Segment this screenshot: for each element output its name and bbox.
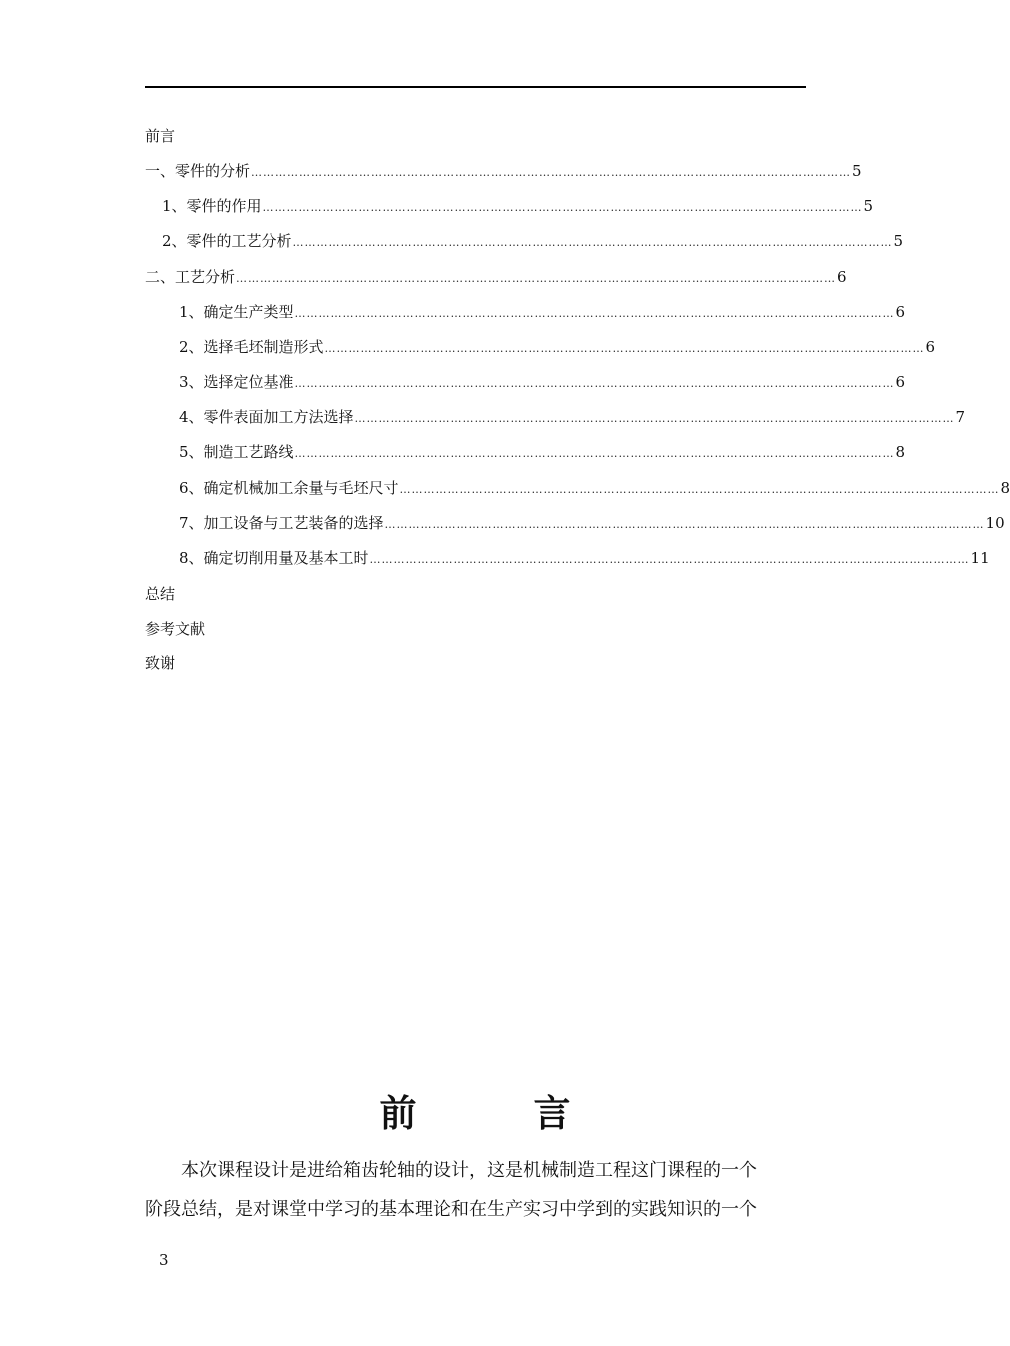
toc-entry-page: 8 <box>895 443 906 461</box>
toc-leader-dots: …………………………………………………………………………………………………………………………………… <box>369 553 970 566</box>
toc-entry[interactable] <box>179 301 906 323</box>
toc-entry-label: 6、确定机械加工余量与毛坯尺寸 <box>179 479 399 497</box>
preface-paragraph-line: 本次课程设计是进给箱齿轮轴的设计，这是机械制造工程这门课程的一个 <box>145 1160 757 1181</box>
toc-preface[interactable]: 前言 <box>145 127 176 145</box>
toc-leader-dots: …………………………………………………………………………………………………………………………………… <box>324 342 925 355</box>
toc-entry[interactable] <box>162 230 904 252</box>
preface-paragraph-line: 阶段总结，是对课堂中学习的基本理论和在生产实习中学到的实践知识的一个 <box>145 1199 757 1220</box>
toc-leader-dots: …………………………………………………………………………………………………………………………………… <box>251 166 852 179</box>
toc-entry-label: 1、确定生产类型 <box>179 303 294 321</box>
toc-leader-dots: …………………………………………………………………………………………………………………………………… <box>262 201 863 214</box>
toc-entry-page: 7 <box>955 408 966 426</box>
toc-leader-dots: …………………………………………………………………………………………………………………………………… <box>399 483 1000 496</box>
toc-entry-page: 8 <box>1000 479 1010 497</box>
toc-entry-page: 6 <box>895 373 906 391</box>
toc-entry-page: 10 <box>985 514 1005 532</box>
toc-leader-dots: …………………………………………………………………………………………………………………………………… <box>236 272 837 285</box>
toc-entry[interactable] <box>179 512 1005 534</box>
toc-leader-dots: …………………………………………………………………………………………………………………………………… <box>294 307 895 320</box>
toc-entry[interactable] <box>179 441 906 463</box>
toc-entry-page: 6 <box>925 338 936 356</box>
toc-entry-page: 11 <box>970 549 990 567</box>
toc-entry-label: 4、零件表面加工方法选择 <box>179 408 354 426</box>
toc-entry-label: 1、零件的作用 <box>162 197 262 215</box>
preface-heading: 前 言 <box>379 1091 611 1135</box>
toc-entry-page: 6 <box>895 303 906 321</box>
toc-entry-page: 5 <box>852 162 862 180</box>
toc-entry[interactable] <box>162 195 874 217</box>
toc-entry-page: 6 <box>837 268 847 286</box>
toc-entry[interactable] <box>179 547 990 569</box>
toc-entry[interactable] <box>145 266 847 288</box>
toc-entry[interactable] <box>179 371 906 393</box>
toc-entry[interactable] <box>179 406 966 428</box>
toc-entry-label: 7、加工设备与工艺装备的选择 <box>179 514 384 532</box>
toc-leader-dots: …………………………………………………………………………………………………………………………………… <box>354 412 955 425</box>
toc-entry-label: 3、选择定位基准 <box>179 373 294 391</box>
toc-references[interactable]: 参考文献 <box>145 620 206 638</box>
toc-leader-dots: …………………………………………………………………………………………………………………………………… <box>294 377 895 390</box>
toc-leader-dots: …………………………………………………………………………………………………………………………………… <box>384 518 985 531</box>
toc-entry-label: 2、零件的工艺分析 <box>162 232 292 250</box>
toc-entry-label: 8、确定切削用量及基本工时 <box>179 549 369 567</box>
toc-entry-page: 5 <box>893 232 904 250</box>
toc-entry-label: 2、选择毛坯制造形式 <box>179 338 324 356</box>
toc-entry[interactable] <box>145 160 862 182</box>
toc-entry-label: 5、制造工艺路线 <box>179 443 294 461</box>
header-rule <box>145 86 806 88</box>
toc-acknowledgements[interactable]: 致谢 <box>145 654 176 672</box>
toc-entry[interactable] <box>179 477 1010 499</box>
toc-entry-label: 一、零件的分析 <box>145 162 251 180</box>
toc-entry-label: 二、工艺分析 <box>145 268 236 286</box>
toc-leader-dots: …………………………………………………………………………………………………………………………………… <box>294 447 895 460</box>
toc-summary[interactable]: 总结 <box>145 585 176 603</box>
toc-entry[interactable] <box>179 336 936 358</box>
toc-entry-page: 5 <box>863 197 874 215</box>
page-number: 3 <box>159 1251 169 1269</box>
toc-leader-dots: …………………………………………………………………………………………………………………………………… <box>292 236 893 249</box>
